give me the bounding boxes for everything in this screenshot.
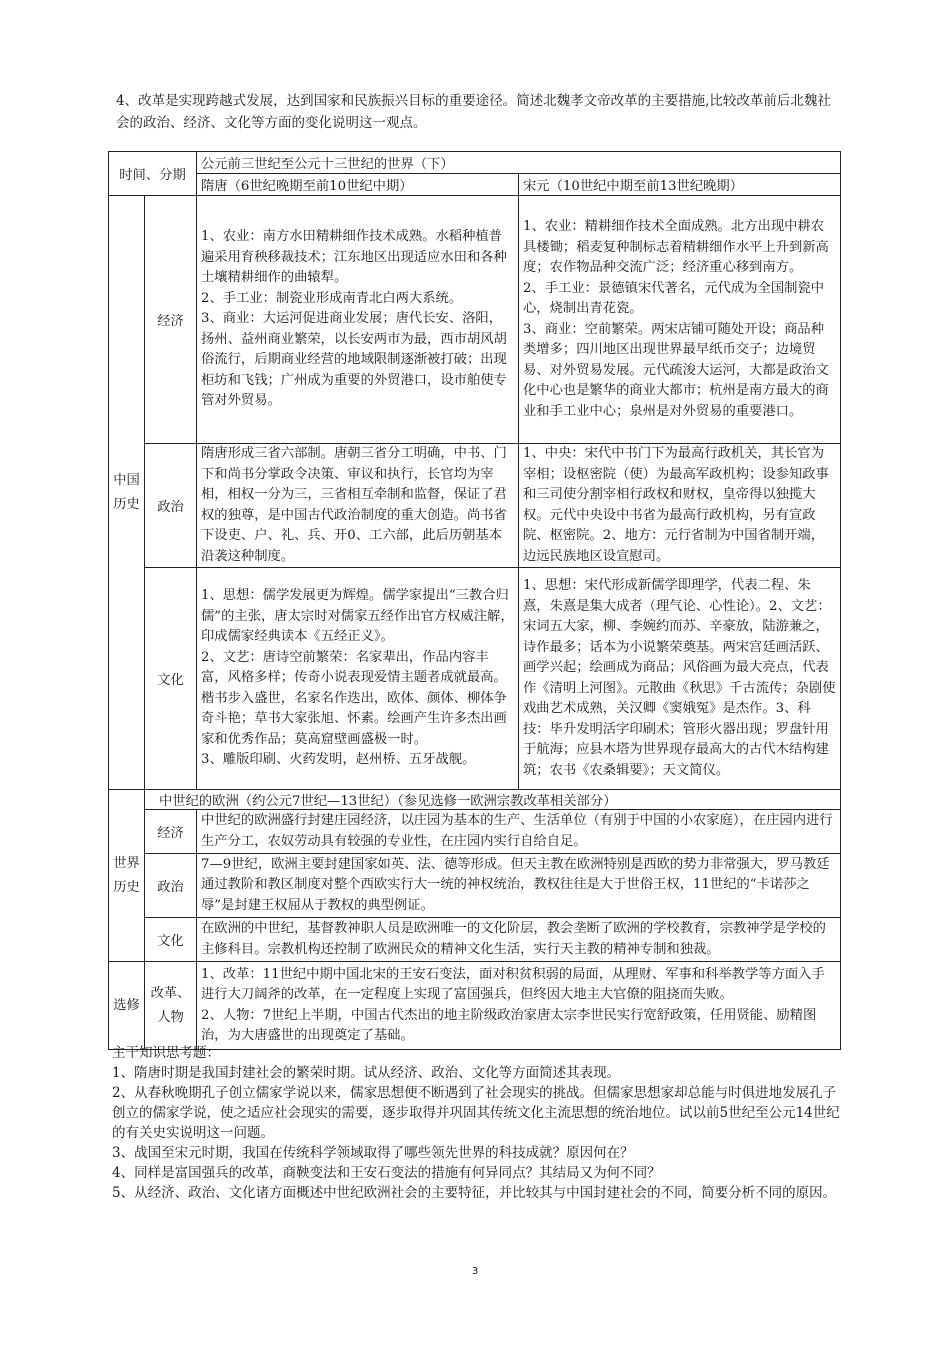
question-item: 3、战国至宋元时期，我国在传统科学领域取得了哪些领先世界的科技成就？原因何在？ xyxy=(112,1145,634,1161)
china-history-label: 中国历史 xyxy=(109,196,145,790)
china-economy-song-yuan: 1、农业：精耕细作技术全面成熟。北方出现中耕农具楼锄；稻麦复种制标志着精耕细作水平上升到新高度；农作物品种交流广泛；经济重心移到南方。 2、手工业：景德镇宋代著名，元代成为全国制瓷中心，烧制出青花瓷。 3、商业：空前繁荣。两宋店铺可随处开设；商品种类增多；四川地区出现世界最早纸币交子；边境贸易、对外贸易发展。元代疏浚大运河，大都是政治文化中心也是繁华的商业大都市；杭州是南方最大的商业和手工业中心；泉州是对外贸易的重要港口。 xyxy=(519,196,841,444)
world-header: 中世纪的欧洲（约公元7世纪—13世纪）（参见选修一欧洲宗教改革相关部分） xyxy=(145,790,841,810)
world-economy-label: 经济 xyxy=(145,810,197,854)
page-number: 3 xyxy=(471,1266,479,1277)
table-title: 公元前三世纪至公元十三世纪的世界（下） xyxy=(197,152,841,174)
question-item: 5、从经济、政治、文化诸方面概述中世纪欧洲社会的主要特征，并比较其与中国封建社会的不同，简要分析不同的原因。 xyxy=(112,1185,837,1201)
sui-tang-header: 隋唐（6世纪晚期至前10世纪中期） xyxy=(197,174,519,196)
world-politics-content: 7—9世纪，欧洲主要封建国家如英、法、德等形成。但天主教在欧洲特别是西欧的势力非常强大，罗马教廷通过教阶和教区制度对整个西欧实行大一统的神权统治，教权往往是大于世俗王权，11世纪的“卡诺莎之辱”是封建王权屈从于教权的典型例证。 xyxy=(197,854,841,918)
china-economy-label: 经济 xyxy=(145,196,197,444)
china-politics-label: 政治 xyxy=(145,444,197,568)
elective-content: 1、改革：11世纪中期中国北宋的王安石变法，面对积贫积弱的局面，从理财、军事和科举教学等方面入手进行大刀阔斧的改革，在一定程度上实现了富国强兵，但终因大地主大官僚的阻挠而失败。 2、人物：7世纪上半期，中国古代杰出的地主阶级政治家唐太宗李世民实行宽舒政策，任用贤能、励精图治，为大唐盛世的出现奠定了基础。 xyxy=(197,962,841,1050)
china-culture-sui-tang: 1、思想：儒学发展更为辉煌。儒学家提出“三教合归儒”的主张，唐太宗时对儒家五经作出官方权威注解，印成儒家经典读本《五经正义》。 2、文艺：唐诗空前繁荣：名家辈出，作品内容丰富，风格多样；传奇小说表现爱情主题者成就最高。楷书步入盛世，名家名作迭出，欧体、颜体、柳体争奇斗艳；草书大家张旭、怀素。绘画产生许多杰出画家和优秀作品；莫高窟壁画盛极一时。 3、雕版印刷、火药发明，赵州桥、五牙战舰。 xyxy=(197,568,519,790)
china-culture-song-yuan: 1、思想：宋代形成新儒学即理学，代表二程、朱熹，朱熹是集大成者（理气论、心性论）。2、文艺：宋词五大家，柳、李婉约而苏、辛豪放，陆游兼之，诗作最多；话本为小说繁荣奠基。两宋宫廷画活跃、画学兴起；绘画成为商品；风俗画为最大亮点，代表作《清明上河图》。元散曲《秋思》千古流传；杂剧使戏曲艺术成熟，关汉卿《窦娥冤》是杰作。3、科技：毕升发明活字印刷术；管形火器出现；罗盘针用于航海；应县木塔为世界现存最高大的古代木结构建筑；农书《农桑辑要》；天文简仪。 xyxy=(519,568,841,790)
world-culture-label: 文化 xyxy=(145,918,197,962)
questions-title: 主干知识思考题： xyxy=(112,1045,220,1061)
world-economy-content: 中世纪的欧洲盛行封建庄园经济，以庄园为基本的生产、生活单位（有别于中国的小农家庭），在庄园内进行生产分工，农奴劳动具有较强的专业性，在庄园内实行自给自足。 xyxy=(197,810,841,854)
period-label-cell: 时间、分期 xyxy=(109,152,197,196)
elective-reform-label: 改革、人物 xyxy=(145,962,197,1050)
world-culture-content: 在欧洲的中世纪，基督教神职人员是欧洲唯一的文化阶层，教会垄断了欧洲的学校教育，宗教神学是学校的主修科目。宗教机构还控制了欧洲民众的精神文化生活，实行天主教的精神专制和独裁。 xyxy=(197,918,841,962)
world-history-label: 世界历史 xyxy=(109,790,145,962)
question-item: 4、同样是富国强兵的改革，商鞅变法和王安石变法的措施有何异同点？其结局又为何不同？ xyxy=(112,1165,661,1181)
china-politics-song-yuan: 1、中央：宋代中书门下为最高行政机关，其长官为宰相；设枢密院（使）为最高军政机构；设参知政事和三司使分割宰相行政权和财权，皇帝得以独揽大权。元代中央设中书省为最高行政机构，另有宣政院、枢密院。2、地方：元行省制为中国省制开端，边远民族地区设宣慰司。 xyxy=(519,444,841,568)
question-item: 2、从春秋晚期孔子创立儒家学说以来，儒家思想便不断遇到了社会现实的挑战。但儒家思想家却总能与时俱进地发展孔子创立的儒家学说，使之适应社会现实的需要，逐步取得并巩固其传统文化主流思想的统治地位。试以前5世纪至公元14世纪的有关史实说明这一问题。 xyxy=(112,1085,840,1141)
china-politics-sui-tang: 隋唐形成三省六部制。唐朝三省分工明确，中书、门下和尚书分掌政令决策、审议和执行，长官均为宰相，相权一分为三，三省相互牵制和监督，保证了君权的独尊，是中国古代政治制度的重大创造。尚书省下设吏、户、礼、兵、开0、工六部，此后历朝基本沿袭这种制度。 xyxy=(197,444,519,568)
intro-question: 4、改革是实现跨越式发展，达到国家和民族振兴目标的重要途径。简述北魏孝文帝改革的主要措施,比较改革前后北魏社会的政治、经济、文化等方面的变化说明这一观点。 xyxy=(116,93,831,131)
china-culture-label: 文化 xyxy=(145,568,197,790)
world-politics-label: 政治 xyxy=(145,854,197,918)
question-item: 1、隋唐时期是我国封建社会的繁荣时期。试从经济、政治、文化等方面简述其表现。 xyxy=(112,1065,621,1081)
history-table xyxy=(108,151,841,1050)
china-economy-sui-tang: 1、农业：南方水田精耕细作技术成熟。水稻种植普遍采用育秧移裁技术；江东地区出现适应水田和各种土壤精耕细作的曲辕犁。 2、手工业：制瓷业形成南青北白两大系统。 3、商业：大运河促进商业发展；唐代长安、洛阳，扬州、益州商业繁荣，以长安两市为最，西市胡风胡俗流行，后期商业经营的地域限制逐渐被打破；出现柜坊和飞钱；广州成为重要的外贸港口，设市舶使专管对外贸易。 xyxy=(197,196,519,444)
review-questions xyxy=(112,1043,840,1203)
elective-label: 选修 xyxy=(109,962,145,1050)
song-yuan-header: 宋元（10世纪中期至前13世纪晚期） xyxy=(519,174,841,196)
